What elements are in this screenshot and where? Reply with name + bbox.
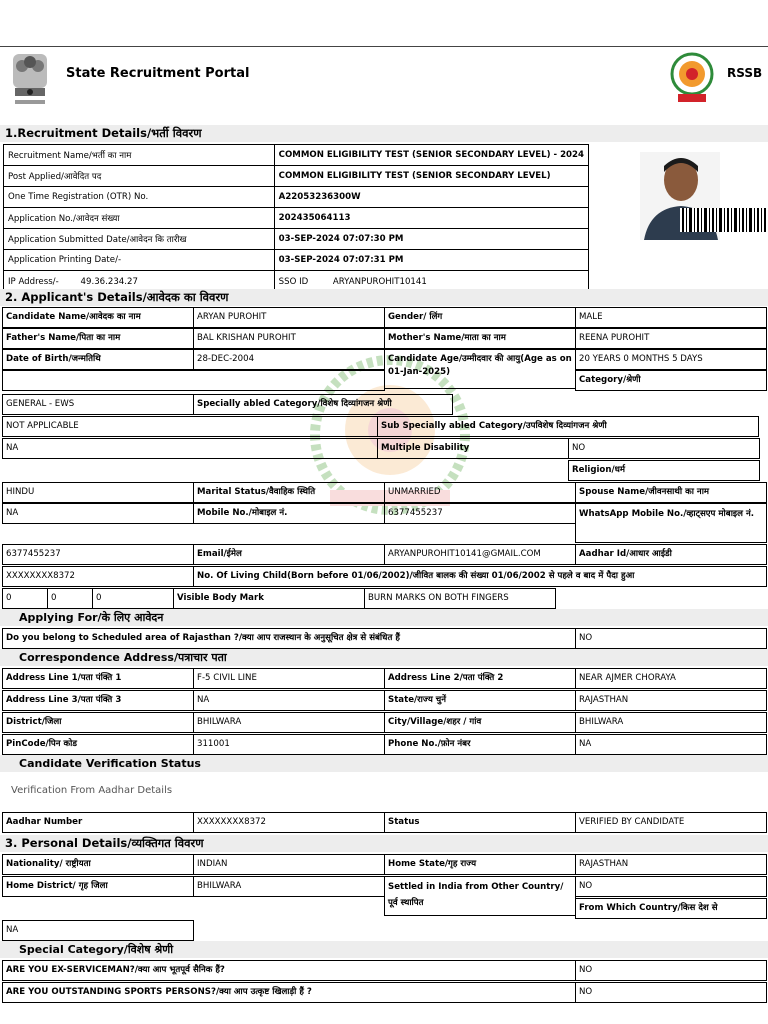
section-applicant-heading: 2. Applicant's Details/आवेदक का विवरण — [0, 289, 768, 306]
aadhar-id-label: Aadhar Id/आधार आईडी — [575, 544, 767, 565]
ip-value: 49.36.234.27 — [80, 277, 138, 287]
country-value: NA — [2, 920, 194, 941]
sub-specially-abled-value: NA — [2, 438, 378, 459]
ex-serviceman-value: NO — [575, 960, 767, 981]
body-mark-value: BURN MARKS ON BOTH FINGERS — [364, 588, 556, 609]
nationality-value: INDIAN — [193, 854, 385, 875]
home-district-value: BHILWARA — [193, 876, 385, 897]
section-personal-heading: 3. Personal Details/व्यक्तिगत विवरण — [0, 835, 768, 852]
marital-status-label: Marital Status/वैवाहिक स्थिति — [193, 482, 385, 503]
sports-person-value: NO — [575, 982, 767, 1003]
recruitment-name-label: Recruitment Name/भर्ती का नाम — [4, 145, 275, 166]
verification-status-value: VERIFIED BY CANDIDATE — [575, 812, 767, 833]
living-child-value-b: 0 — [47, 588, 93, 609]
table-row — [4, 250, 589, 271]
pincode-label: PinCode/पिन कोड — [2, 734, 194, 755]
country-label: From Which Country/किस देश से — [575, 898, 767, 919]
specially-abled-label: Specially abled Category/विशेष दिव्यांगजन श्रेणी — [193, 394, 453, 415]
category-label: Category/श्रेणी — [575, 370, 767, 391]
brand-label: RSSB — [727, 66, 763, 80]
state-emblem-icon — [5, 50, 55, 120]
page-title: State Recruitment Portal — [66, 66, 250, 81]
age-label: Candidate Age/उम्मीदवार की आयु(Age as on 01-Jan-2025) — [384, 349, 576, 389]
dob-label: Date of Birth/जन्मतिथि — [2, 349, 194, 370]
mobile-value: 6377455237 — [384, 503, 576, 524]
city-label: City/Village/शहर / गांव — [384, 712, 576, 733]
dob-value: 28-DEC-2004 — [193, 349, 385, 370]
verification-status-label: Status — [384, 812, 576, 833]
table-row — [4, 145, 589, 166]
spouse-name-value: NA — [2, 503, 194, 524]
email-label: Email/ईमेल — [193, 544, 385, 565]
pincode-value: 311001 — [193, 734, 385, 755]
multiple-disability-value: NO — [568, 438, 760, 459]
sso-value: ARYANPUROHIT10141 — [332, 277, 427, 287]
otr-label: One Time Registration (OTR) No. — [4, 187, 275, 208]
religion-value: HINDU — [2, 482, 194, 503]
candidate-name-label: Candidate Name/आवेदक का नाम — [2, 307, 194, 328]
religion-label: Religion/धर्म — [568, 460, 760, 481]
whatsapp-label: WhatsApp Mobile No./व्हाट्सएप मोबाइल नं. — [575, 503, 767, 543]
scheduled-area-value: NO — [575, 628, 767, 649]
section-applying-heading: Applying For/के लिए आवेदन — [0, 609, 768, 626]
city-value: BHILWARA — [575, 712, 767, 733]
top-border — [0, 46, 768, 47]
sports-person-label: ARE YOU OUTSTANDING SPORTS PERSONS?/क्या आप उत्कृष्ट खिलाड़ी हैं ? — [2, 982, 576, 1003]
nationality-label: Nationality/ राष्ट्रीयता — [2, 854, 194, 875]
sso-label: SSO ID — [278, 277, 309, 287]
phone-label: Phone No./फ़ोन नंबर — [384, 734, 576, 755]
district-value: BHILWARA — [193, 712, 385, 733]
phone-value: NA — [575, 734, 767, 755]
barcode-icon — [680, 208, 768, 232]
post-applied-label: Post Applied/आवेदित पद — [4, 166, 275, 187]
submitted-date-label: Application Submitted Date/आवेदन कि तारीख — [4, 229, 275, 250]
address-line3-label: Address Line 3/पता पंक्ति 3 — [2, 690, 194, 711]
home-district-label: Home District/ गृह जिला — [2, 876, 194, 897]
table-row — [4, 166, 589, 187]
specially-abled-value: NOT APPLICABLE — [2, 416, 378, 437]
table-row — [4, 229, 589, 250]
home-state-label: Home State/गृह राज्य — [384, 854, 576, 875]
ip-label: IP Address/- — [8, 277, 59, 287]
father-name-value: BAL KRISHAN PUROHIT — [193, 328, 385, 349]
gender-label: Gender/ लिंग — [384, 307, 576, 328]
section-special-heading: Special Category/विशेष श्रेणी — [0, 941, 768, 958]
state-label: State/राज्य चुनें — [384, 690, 576, 711]
email-value: ARYANPUROHIT10141@GMAIL.COM — [384, 544, 576, 565]
settled-value: NO — [575, 876, 767, 897]
home-state-value: RAJASTHAN — [575, 854, 767, 875]
section-correspondence-heading: Correspondence Address/पत्राचार पता — [0, 649, 768, 666]
post-applied-value: COMMON ELIGIBILITY TEST (SENIOR SECONDARY LEVEL) — [274, 166, 588, 187]
father-name-label: Father's Name/पिता का नाम — [2, 328, 194, 349]
printing-date-label: Application Printing Date/- — [4, 250, 275, 271]
verification-subheading: Verification From Aadhar Details — [11, 785, 173, 796]
address-line1-label: Address Line 1/पता पंक्ति 1 — [2, 668, 194, 689]
table-row — [4, 208, 589, 229]
living-child-value-c: 0 — [92, 588, 174, 609]
scheduled-area-label: Do you belong to Scheduled area of Rajasthan ?/क्या आप राजस्थान के अनुसूचित क्षेत्र से संबंधित हैं — [2, 628, 576, 649]
mother-name-label: Mother's Name/माता का नाम — [384, 328, 576, 349]
whatsapp-value: 6377455237 — [2, 544, 194, 565]
sub-specially-abled-label: Sub Specially abled Category/उपविशेष दिव्यांगजन श्रेणी — [377, 416, 759, 437]
candidate-name-value: ARYAN PUROHIT — [193, 307, 385, 328]
address-line3-value: NA — [193, 690, 385, 711]
address-line2-value: NEAR AJMER CHORAYA — [575, 668, 767, 689]
marital-status-value: UNMARRIED — [384, 482, 576, 503]
aadhar-id-value: XXXXXXXX8372 — [2, 566, 194, 587]
address-line1-value: F-5 CIVIL LINE — [193, 668, 385, 689]
application-no-value: 202435064113 — [274, 208, 588, 229]
otr-value: A22053236300W — [274, 187, 588, 208]
gender-value: MALE — [575, 307, 767, 328]
body-mark-label: Visible Body Mark — [173, 588, 365, 609]
aadhar-number-label: Aadhar Number — [2, 812, 194, 833]
living-child-label: No. Of Living Child(Born before 01/06/2002)/जीवित बालक की संख्या 01/06/2002 से पहले व बाद में पैदा हुआ — [193, 566, 767, 587]
address-line2-label: Address Line 2/पता पंक्ति 2 — [384, 668, 576, 689]
section-verification-heading: Candidate Verification Status — [0, 755, 768, 772]
application-no-label: Application No./आवेदन संख्या — [4, 208, 275, 229]
multiple-disability-label: Multiple Disability — [377, 438, 569, 459]
living-child-value-a: 0 — [2, 588, 48, 609]
aadhar-number-value: XXXXXXXX8372 — [193, 812, 385, 833]
age-value: 20 YEARS 0 MONTHS 5 DAYS — [575, 349, 767, 370]
state-value: RAJASTHAN — [575, 690, 767, 711]
section-recruitment-heading: 1.Recruitment Details/भर्ती विवरण — [0, 125, 768, 142]
spouse-name-label: Spouse Name/जीवनसाथी का नाम — [575, 482, 767, 503]
mobile-label: Mobile No./मोबाइल नं. — [193, 503, 385, 524]
district-label: District/जिला — [2, 712, 194, 733]
table-row — [4, 187, 589, 208]
empty-cell — [2, 370, 385, 391]
recruitment-name-value: COMMON ELIGIBILITY TEST (SENIOR SECONDARY LEVEL) - 2024 — [274, 145, 588, 166]
ex-serviceman-label: ARE YOU EX-SERVICEMAN?/क्या आप भूतपूर्व सैनिक हैं? — [2, 960, 576, 981]
rssb-logo-icon — [668, 50, 716, 106]
recruitment-table — [3, 144, 589, 294]
settled-label: Settled in India from Other Country/पूर्व स्थापित — [384, 876, 576, 916]
category-value: GENERAL - EWS — [2, 394, 194, 415]
mother-name-value: REENA PUROHIT — [575, 328, 767, 349]
printing-date-value: 03-SEP-2024 07:07:31 PM — [274, 250, 588, 271]
submitted-date-value: 03-SEP-2024 07:07:30 PM — [274, 229, 588, 250]
